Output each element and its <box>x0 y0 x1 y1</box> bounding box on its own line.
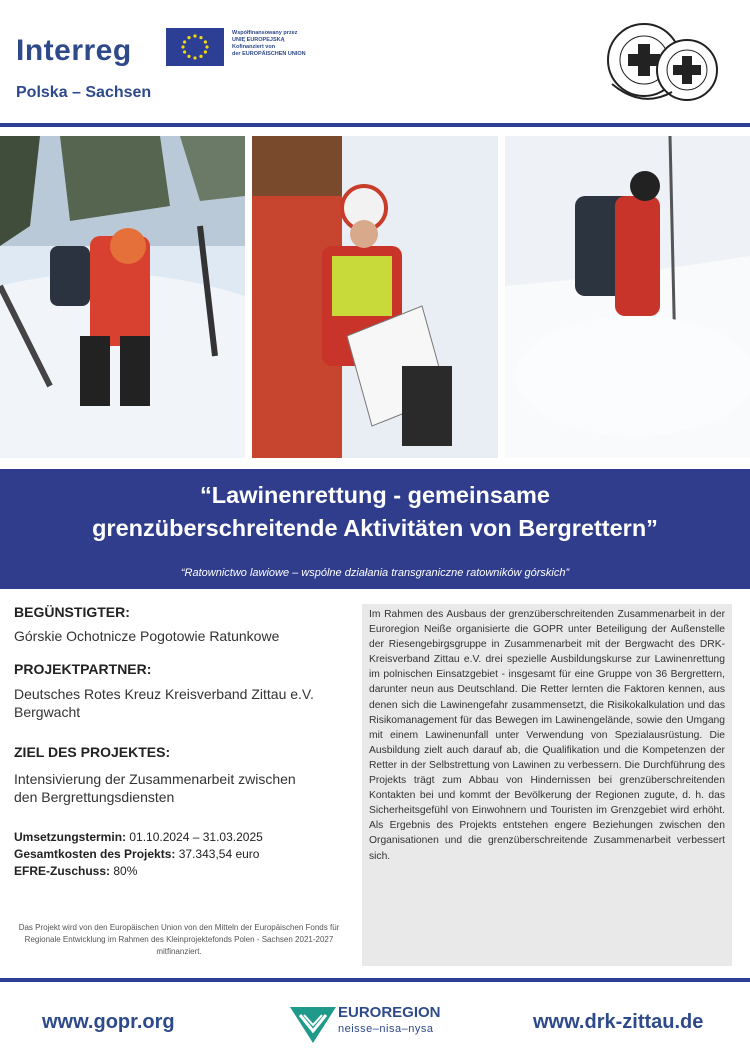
eu-line: der EUROPÄISCHEN UNION <box>232 51 306 57</box>
title-line: “Lawinenrettung - gemeinsame <box>200 482 550 508</box>
term-label: Umsetzungstermin: <box>14 830 127 844</box>
euroregion-sub: neisse–nisa–nysa <box>338 1023 434 1035</box>
cost-value: 37.343,54 euro <box>175 847 260 861</box>
efre-value: 80% <box>110 864 138 878</box>
drk-link[interactable]: www.drk-zittau.de <box>533 1011 704 1033</box>
beneficiary-value: Górskie Ochotnicze Pogotowie Ratunkowe <box>14 628 280 644</box>
rescuer-digging-photo <box>0 136 245 458</box>
description-text: Im Rahmen des Ausbaus der grenzüberschreitenden Zusammenarbeit in der Euroregion Neiße organisierte die GOPR unter Beteiligung der Außenstelle der Riesengebirgsgruppe in Zusammenarbeit mit der Bergwacht des DRK-Kreisverband Zittau e.V. drei spezielle Ausbildungskurse zur Lawinenrettung im polnischen Einsatzgebiet - insgesamt für eine Gruppe von 36 Bergrettern, darunter neun aus Deutschland. Die Retter lernten die Faktoren kennen, aus denen sich die Lawinengefahr zusammensetzt, die Risikokalkulation und das Risikomanagement für das Bewegen im Lawinengelände, sowie den Umgang mit einem Lawinenunfall unter Verwendung von Spezialausrüstung. Die Ausbildung zielt auch darauf ab, die Qualifikation und die Kompetenzen der Retter in der Selbstrettung von Lawinen zu verbessern. Die Durchführung des Projekts trägt zum Abbau von Hindernissen bei grenzüberschreitenden Kontakten bei und kommt der Bevölkerung der Regionen zugute, d. h. das Sicherheitsgefühl von Einwohnern und Touristen im Grenzgebiet wird erhöht. Als Ergebnis des Projekts entstehen engere Beziehungen zwischen den Organisationen und die grenzüberschreitende Zusammenarbeit verbessert sich. <box>369 609 725 862</box>
poster-title <box>0 479 750 545</box>
term-value: 01.10.2024 – 31.03.2025 <box>126 830 263 844</box>
poster-subtitle: “Ratownictwo lawiowe – wspólne działania transgraniczne ratowników górskich” <box>180 567 570 579</box>
interreg-region: Polska – Sachsen <box>16 84 152 101</box>
euroregion-name: EUROREGION <box>338 1004 441 1021</box>
project-facts <box>14 829 263 880</box>
rescue-seals-icon <box>602 14 722 114</box>
eu-funding-label <box>232 30 352 58</box>
partner-value: Deutsches Rotes Kreuz Kreisverband Zittau e.V. Bergwacht <box>14 686 314 720</box>
top-divider <box>0 123 750 127</box>
efre-label: EFRE-Zuschuss: <box>14 864 111 878</box>
eu-line: Kofinanziert von <box>232 44 276 50</box>
goal-label: ZIEL DES PROJEKTES: <box>14 744 171 760</box>
rescuer-probing-snow-photo <box>505 136 750 458</box>
rescuer-with-clipboard-photo <box>252 136 498 458</box>
funding-note: Das Projekt wird von den Europäischen Union von den Mitteln der Europäischen Fonds für Regionale Entwicklung im Rahmen des Kleinprojektefonds Polen - Sachsen 2021-2027 mitfinanziert. <box>18 923 340 956</box>
interreg-logo: Interreg <box>16 34 132 67</box>
efre-row <box>14 863 263 880</box>
cost-label: Gesamtkosten des Projekts: <box>14 847 176 861</box>
title-line: grenzüberschreitende Aktivitäten von Bergrettern” <box>92 515 658 541</box>
bottom-divider <box>0 978 750 982</box>
eu-line: Współfinansowany przez <box>232 30 298 36</box>
cost-row <box>14 846 263 863</box>
beneficiary-label: BEGÜNSTIGTER: <box>14 604 130 620</box>
eu-flag-icon <box>166 28 224 66</box>
gopr-link[interactable]: www.gopr.org <box>42 1011 175 1033</box>
partner-label: PROJEKTPARTNER: <box>14 661 152 677</box>
eu-line: UNIĘ EUROPEJSKĄ <box>232 37 285 43</box>
goal-value: Intensivierung der Zusammenarbeit zwischen den Bergrettungsdiensten <box>14 771 296 805</box>
term-row <box>14 829 263 846</box>
